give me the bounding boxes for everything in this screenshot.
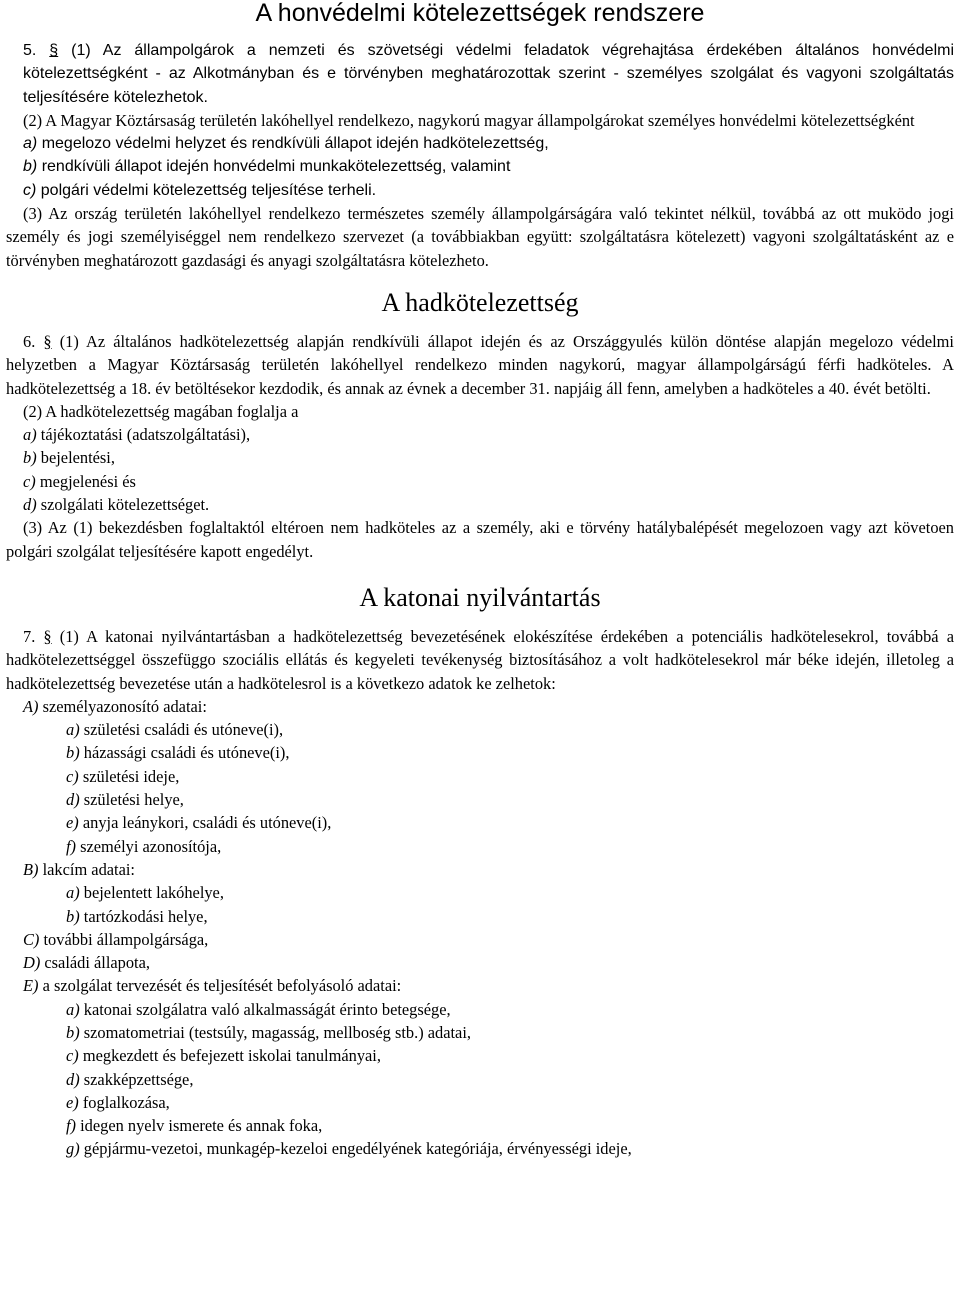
item-text: tájékoztatási (adatszolgáltatási), [40, 425, 251, 445]
item-label: d) [66, 790, 80, 810]
s5-item-a [23, 132, 954, 155]
s7-item-E-e [66, 1091, 954, 1114]
item-label: a) [66, 883, 80, 903]
s5-paragraph-3: (3) Az ország területén lakóhellyel rendelkezo természetes személy állampolgárságára való tekintet nélkül, továbbá az ott muködo jogi személy és jogi személyiséggel nem rendelkezo szervezet (a továbbiakban együtt: szolgáltatásra kötelezett) vagyoni szolgáltatásként az e törvényben meghatározott gazdasági és anyagi szolgáltatásra kötelezheto. [6, 204, 954, 270]
s7-item-B [23, 858, 954, 881]
item-label: f) [66, 836, 77, 856]
s7-p1-text: (1) A katonai nyilvántartásban a hadkötelezettség bevezetésének elokészítése érdekében a potenciális hadkötelesekrol, továbbá a hadkötelezettséggel összefüggo szociális ellátás és kegyeleti tevékenység biztosításához a volt hadkötelesekrol már béke idején, illetoleg a hadkötelezettség bevezetése után a hadkötelesrol is a következo adatok ke zelhetok: [6, 626, 954, 693]
item-text: tartózkodási helye, [83, 906, 208, 926]
section-number: 6. [23, 331, 36, 351]
s7-item-E-g [66, 1137, 954, 1160]
item-text: gépjármu-vezetoi, munkagép-kezeloi engedélyének kategóriája, érvényességi ideje, [83, 1139, 632, 1159]
item-text: szakképzettsége, [83, 1069, 194, 1089]
s7-item-E [23, 974, 954, 997]
item-label: b) [66, 1022, 80, 1042]
s7-item-E-f [66, 1114, 954, 1137]
s6-item-b [23, 446, 954, 469]
item-label: e) [66, 813, 79, 833]
s5-item-c [23, 179, 954, 202]
heading-katonai-nyilvantartas: A katonai nyilvántartás [359, 582, 601, 612]
s6-item-c [23, 470, 954, 493]
item-label: c) [66, 766, 79, 786]
item-label: e) [66, 1092, 79, 1112]
s6-item-a [23, 423, 954, 446]
item-label: B) [23, 859, 39, 879]
s7-item-A-c [66, 765, 954, 788]
item-text: megkezdett és befejezett iskolai tanulmányai, [82, 1046, 381, 1066]
item-label: b) [66, 906, 80, 926]
s7-item-A-a [66, 718, 954, 741]
item-text: megjelenési és [39, 471, 136, 491]
s5-item-b [23, 155, 954, 178]
item-text: születési ideje, [82, 766, 180, 786]
s6-paragraph-1 [6, 330, 954, 400]
s7-item-A-e [66, 811, 954, 834]
s6-item-d [23, 493, 954, 516]
item-label: c) [23, 471, 36, 491]
section-number: 7. [23, 626, 36, 646]
item-label: D) [23, 953, 41, 973]
item-text: házassági családi és utóneve(i), [83, 743, 290, 763]
s7-paragraph-1 [6, 625, 954, 695]
item-label: d) [66, 1069, 80, 1089]
s6-paragraph-3: (3) Az (1) bekezdésben foglaltaktól eltéroen nem hadköteles az a személy, aki e törvény hatálybalépését megelozoen vagy azt követoen polgári szolgálat teljesítésére kapott engedélyt. [6, 518, 954, 561]
item-label: a) [23, 135, 38, 153]
heading-hadkotelezettseg: A hadkötelezettség [381, 287, 579, 317]
s7-item-E-c [66, 1044, 954, 1067]
section-sign: § [43, 331, 52, 351]
s7-item-E-b [66, 1021, 954, 1044]
item-text: rendkívüli állapot idején honvédelmi munkakötelezettség, valamint [41, 158, 511, 176]
item-label: a) [66, 999, 80, 1019]
item-text: megelozo védelmi helyzet és rendkívüli állapot idején hadkötelezettség, [41, 135, 549, 153]
item-text: foglalkozása, [82, 1092, 170, 1112]
item-label: b) [23, 158, 38, 176]
page-title: A honvédelmi kötelezettségek rendszere [255, 0, 705, 27]
s7-item-A-b [66, 741, 954, 764]
s7-item-A-d [66, 788, 954, 811]
item-text: családi állapota, [44, 953, 150, 973]
item-label: C) [23, 929, 40, 949]
s6-p1-text: (1) Az általános hadkötelezettség alapján rendkívüli állapot idején és az Országgyulés külön döntése alapján megelozo védelmi helyzetben a Magyar Köztársaság területén lakóhellyel rendelkezo minden nagykorú, magyar állampolgárságú férfi hadköteles. A hadkötelezettség a 18. év betöltésekor kezdodik, és annak az évnek a december 31. napjáig áll fenn, amelyben a hadköteles a 40. évét betölti. [6, 331, 954, 398]
item-text: bejelentési, [40, 448, 115, 468]
item-text: szomatometriai (testsúly, magasság, mellboség stb.) adatai, [83, 1022, 471, 1042]
item-label: d) [23, 495, 37, 515]
s5-paragraph-1 [23, 39, 954, 109]
item-label: c) [23, 181, 37, 199]
item-label: A) [23, 696, 39, 716]
s7-item-C [23, 928, 954, 951]
item-label: f) [66, 1116, 77, 1136]
item-text: további állampolgársága, [43, 929, 209, 949]
item-label: b) [23, 448, 37, 468]
item-label: c) [66, 1046, 79, 1066]
item-label: a) [23, 425, 37, 445]
section-number: 5. [23, 42, 37, 59]
item-text: bejelentett lakóhelye, [83, 883, 224, 903]
s7-item-B-b [66, 905, 954, 928]
item-text: a szolgálat tervezését és teljesítését befolyásoló adatai: [42, 976, 402, 996]
item-text: szolgálati kötelezettséget. [40, 495, 210, 515]
s7-item-E-d [66, 1068, 954, 1091]
item-text: katonai szolgálatra való alkalmasságát érinto betegsége, [83, 999, 451, 1019]
item-text: születési családi és utóneve(i), [83, 720, 284, 740]
item-text: személyazonosító adatai: [42, 696, 207, 716]
s7-item-B-a [66, 881, 954, 904]
item-label: E) [23, 976, 39, 996]
s7-item-A-f [66, 835, 954, 858]
item-text: anyja leánykori, családi és utóneve(i), [82, 813, 332, 833]
item-text: lakcím adatai: [42, 859, 135, 879]
item-text: születési helye, [83, 790, 184, 810]
item-text: idegen nyelv ismerete és annak foka, [80, 1116, 323, 1136]
item-label: a) [66, 720, 80, 740]
s7-item-D [23, 951, 954, 974]
item-text: személyi azonosítója, [80, 836, 222, 856]
s7-item-E-a [66, 998, 954, 1021]
section-5 [6, 39, 954, 202]
item-text: polgári védelmi kötelezettség teljesítése terheli. [40, 181, 377, 199]
section-sign: § [49, 42, 59, 59]
section-sign: § [43, 626, 52, 646]
item-label: b) [66, 743, 80, 763]
s7-item-A [23, 695, 954, 718]
s5-p1-text: (1) Az állampolgárok a nemzeti és szövetségi védelmi feladatok végrehajtása érdekében általános honvédelmi kötelezettségként - az Alkotmányban és e törvényben meghatározottak szerint - személyes szolgálat és vagyoni szolgáltatás teljesítésére kötelezhetok. [23, 42, 955, 106]
item-label: g) [66, 1139, 80, 1159]
s6-paragraph-2: (2) A hadkötelezettség magában foglalja a [23, 401, 299, 421]
s5-paragraph-2: (2) A Magyar Köztársaság területén lakóhellyel rendelkezo, nagykorú magyar állampolgárokat személyes honvédelmi kötelezettségként [23, 110, 915, 130]
